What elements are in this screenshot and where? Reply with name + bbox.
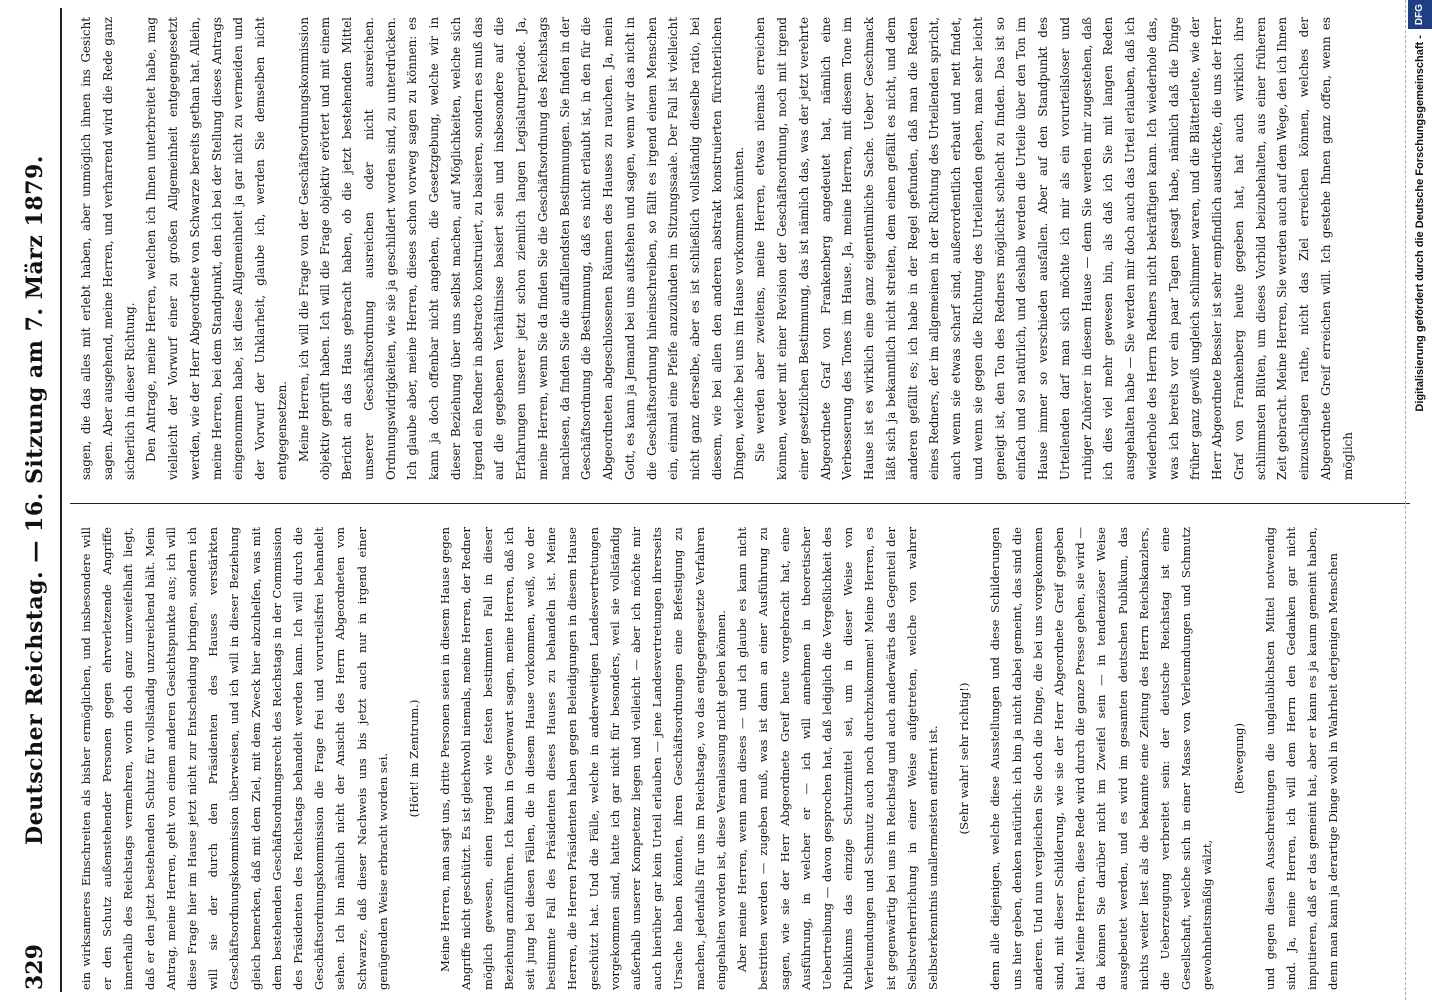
text-column-right: [76, 17, 1359, 480]
paragraph: Meine Herren, ich will die Frage von der Geschäftsordnungskommission objektiv geprüft haben. Ich will die Frage objektiv erörtert und mit einem Bericht an das Haus gebracht haben, ob die jetzt bestehenden Mittel unserer Geschäftsordnung ausreichen oder nicht ausreichen. Ordnungswidrigkeiten, wie sie ja geschildert worden sind, zu unterdrücken. Ich glaube aber, meine Herren, dieses schon vorweg sagen zu können: es kann ja doch offenbar nicht angehen, die Gesetzgebung, welche wir in dieser Beziehung über uns selbst machen, auf Möglichkeiten, welche sich irgend ein Redner in abstracto konstruiert, zu basieren, sondern es muß das auf die gegebenen Verhältnisse basiert sein und insbesondere auf die Erfahrungen unserer jetzt schon ziemlich langen Legislaturperiode. Ja, meine Herren, wenn Sie da finden Sie die Geschäftsordnung des Reichstags nachlesen, da finden Sie die auffallendsten Bestimmungen. Sie finden in der Geschäftsordnung die Bestimmung, daß es nicht erlaubt ist, in den für die Abgeordneten abgeschlossenen Räumen des Hauses zu rauchen. Ja, mein Gott, es kann ja Jemand bei uns aufstehen und sagen, wenn wir das nicht in die Geschäftsordnung hineinschreiben, so fällt es irgend einem Menschen ein, einmal eine Pfeife anzuzünden im Sitzungssaale. Der Fall ist vielleicht nicht ganz derselbe, aber es ist schließlich vollständig dieselbe ratio, bei diesem, wie bei allen den anderen abstrakt konstruierten fürchterlichen Dingen, welche bei uns im Hause vorkommen könnten.: [296, 17, 746, 480]
dfg-logo: DFG: [1408, 0, 1432, 29]
running-head: Deutscher Reichstag. — 16. Sitzung am 7. März 1879.: [22, 155, 48, 845]
footer-rule: [1405, 0, 1406, 1000]
column-divider: [70, 503, 1410, 504]
digitization-credit: [1408, 0, 1432, 660]
interjection: (Sehr wahr! sehr richtig!): [957, 682, 972, 835]
paragraph: Meine Herren, man sagt uns, dritte Personen seien in diesem Hause gegen Angriffe nicht geschützt. Es ist gleichwohl niemals, meine Herren, der Redner möglich gewesen, einen irgend wie festen bestimmten Fall in dieser Beziehung anzuführen. Ich kann in Gegenwart sagen, meine Herren, daß ich seit jung bei diesen Fällen, die in diesem Hause vorkommen, weiß, wo der bestimmte Fall des Präsidenten dieses Hauses zu behandeln ist. Meine Herren, die Herren Präsidenten haben gegen Beleidigungen in diesem Hause geschützt hat. Und die Fälle, welche in anderweitigen Landesvertretungen vorgekommen sind, hatte ich gar nicht für besonders, weil sie vollständig außerhalb unserer Kompetenz liegen und vielleicht — aber ich möchte mir auch hierüber gar kein Urteil erlauben — jene Landesvertretungen ihrerseits Ursache haben könnten, ihren Geschäftsordnungen eine Befestigung zu machen, jedenfalls für uns im Reichstage, wo das entgegengesetzte Verfahren eingehalten worden ist, diese Veranlassung nicht geben können.: [438, 527, 728, 990]
interjection: (Bewegung): [1231, 723, 1246, 794]
header-rule: [60, 8, 62, 992]
paragraph: und gegen diesen Ausschreitungen die unglaublichsten Mittel notwendig sind. Ja, meine Herren, ich will dem Herrn den Gedanken gar nicht imputieren, daß er das gemeint hat, aber er kann es ja kaum gemeint haben, denn man kann ja derartige Dinge wohl in Wahrheit derjenigen Menschen: [1262, 527, 1341, 990]
paragraph: ein wirksameres Einschreiten als bisher ermöglichen, und insbesondere will er den Schutz außenstehender Personen gegen ehrverletzende Angriffe innerhalb des Reichstags vermehren, worin doch ganz unzweifelhaft liegt, daß er den jetzt bestehenden Schutz für vollständig unzureichend hält. Mein Antrag, meine Herren, geht von einem anderen Gesichtspunkte aus; ich will diese Frage hier im Hause jetzt nicht zur Entscheidung bringen, sondern ich will sie der durch den Präsidenten des Hauses verstärkten Geschäftsordnungskommission überweisen, und ich will in dieser Beziehung gleich bemerken, daß mit dem Ziel, mit dem Zweck hier abzuhelfen, was mit dem bestehenden Geschäftsordnungsrecht des Reichstags in der Commission des Präsidenten des Reichstags behandelt werden kann. Ich will durch die Geschäftsordnungskommission die Frage frei und vorurteilsfrei behandelt sehen. Ich bin nämlich nicht der Ansicht des Herrn Abgeordneten von Schwarze, daß dieser Nachweis uns bis jetzt auch nur in irgend einer genügenden Weise erbracht worden sei.: [79, 527, 390, 990]
credit-text: Digitalisierung gefördert durch die Deutsche Forschungsgemeinschaft -: [1413, 35, 1426, 412]
paragraph: Den Antrage, meine Herren, welchen ich Ihnen unterbreitet habe, mag vielleicht der Vorwurf einer zu großen Allgemeinheit entgegengesetzt werden, wie der Herr Abgeordnete von Schwarze bereits gethan hat. Allein, meine Herren, bei dem Standpunkt, den ich bei der Stellung dieses Antrags eingenommen habe, ist diese Allgemeinheit ja gar nicht zu vermeiden und der Vorwurf der Unklarheit, glaube ich, werden Sie demselben nicht entgegensetzen.: [144, 17, 289, 480]
paragraph: Aber meine Herren, wenn man dieses — und ich glaube es kann nicht bestritten werden — zugeben muß, was ist dann an einer Ausführung zu sagen, wie sie der Herr Abgeordnete Greif heute vorgebracht hat, eine Ausführung, in welcher er — ich will annehmen in theoretischer Uebertreibung — davon gesprochen hat, daß lediglich die Vergeßlichkeit des Publikums das einzige Schutzmittel sei, um in dieser Weise von Verleumdungen und Schmutz auch noch durchzukommen! Meine Herren, es ist gegenwärtig bei uns im Reichstag und auch anderwärts das Gegenteil der Selbstverherrlichung in einer Weise aufgetreten, welche von wahrer Selbsterkenntnis unallermeisten entfernt ist.: [735, 527, 940, 990]
text-column-left: [76, 527, 1345, 990]
paragraph: denn alle diejenigen, welche diese Ausstellungen und diese Schilderungen uns hier geben, denken natürlich: ich bin ja nicht dabei gemeint, das sind die anderen. Und nun vergleichen Sie doch die Dinge, die bei uns vorgekommen sind, mit dieser Schilderung, wie sie der Herr Abgeordnete Greif gegeben hat! Meine Herren, diese Rede wird durch die ganze Presse gehen, sie wird — da können Sie darüber nicht im Zweifel sein — in tendenziöser Weise ausgebeutet werden, und es wird im gesamten deutschen Publikum, das nichts weiter liest als die bekannte eine Zeitung des Herrn Reichskanzlers, die Ueberzeugung verbreitet sein: der deutsche Reichstag ist eine Gesellschaft, welche sich in einer Masse von Verleumdungen und Schmutz gewohnheitsmäßig wälzt,: [988, 527, 1215, 990]
page-header: [0, 0, 64, 1000]
paragraph: Sie werden aber zweitens, meine Herren, etwas niemals erreichen können, weder mit einer Revision der Geschäftsordnung, noch mit irgend einer gesetzlichen Bestimmung, das ist nämlich das, was der jetzt verehrte Abgeordnete Graf von Frankenberg angedeutet hat, nämlich eine Verbesserung des Tones im Hause. Ja, meine Herren, mit diesem Tone im Hause ist es wirklich eine ganz eigentümliche Sache. Ueber Geschmack läßt sich ja bekanntlich nicht streiten, dem einen gefällt es nicht, und dem anderen gefällt es; ich habe in der Regel gefunden, daß man die Reden eines Redners, der im allgemeinen in der Richtung des Urteilenden spricht, auch wenn sie etwas scharf sind, außerordentlich erbaut und nett findet, und wenn sie gegen die Richtung des Urteilenden gehen, man sehr leicht geneigt ist, den Ton des Redners möglichst schlecht zu finden. Das ist so einfach und so natürlich, und deshalb werden die Urteile über den Ton im Hause immer so verschieden ausfallen. Aber auf den Standpunkt des Urteilenden darf man sich möchte ich mir als ein vorurteilsloser und ruhiger Zuhörer in diesem Hause — denn Sie werden mir zugestehen, daß ich dies viel mehr gewesen bin, als daß ich Sie mit langen Reden ausgehalten habe — Sie werden mir doch auch das Urteil erlauben, daß ich wiederhole des Herrn Redners nicht bekräftigen kann. Ich wiederhole das, was ich bereits vor ein paar Tagen gesagt habe, nämlich daß die Dinge früher ganz gewiß ungleich schlimmer waren, und die Blätterleute, wie der Herr Abgeordnete Bessler ist sehr empfindlich ausdrückte, die uns der Herr Graf von Frankenberg heute gegeben hat, hat auch wirklich ihre schlimmsten Blüten, um dieses Vorbild beizubehalten, aus einer früheren Zeit gebracht. Meine Herren, Sie werden auch auf dem Wege, den ich Ihnen einzuschlagen rathe, nicht das Ziel erreichen können, welches der Abgeordnete Greif erreichen will. Ich gestehe Ihnen ganz offen, wenn es möglich: [753, 17, 1355, 480]
page-number: 329: [22, 944, 48, 990]
interjection: (Hört! im Zentrum.): [407, 699, 422, 818]
paragraph: sagen, die das alles mit erlebt haben, aber unmöglich ihnen ins Gesicht sagen. Aber ausgehend, meine Herren, und verharrend wird die Rede ganz sicherlich in dieser Richtung.: [79, 17, 137, 480]
